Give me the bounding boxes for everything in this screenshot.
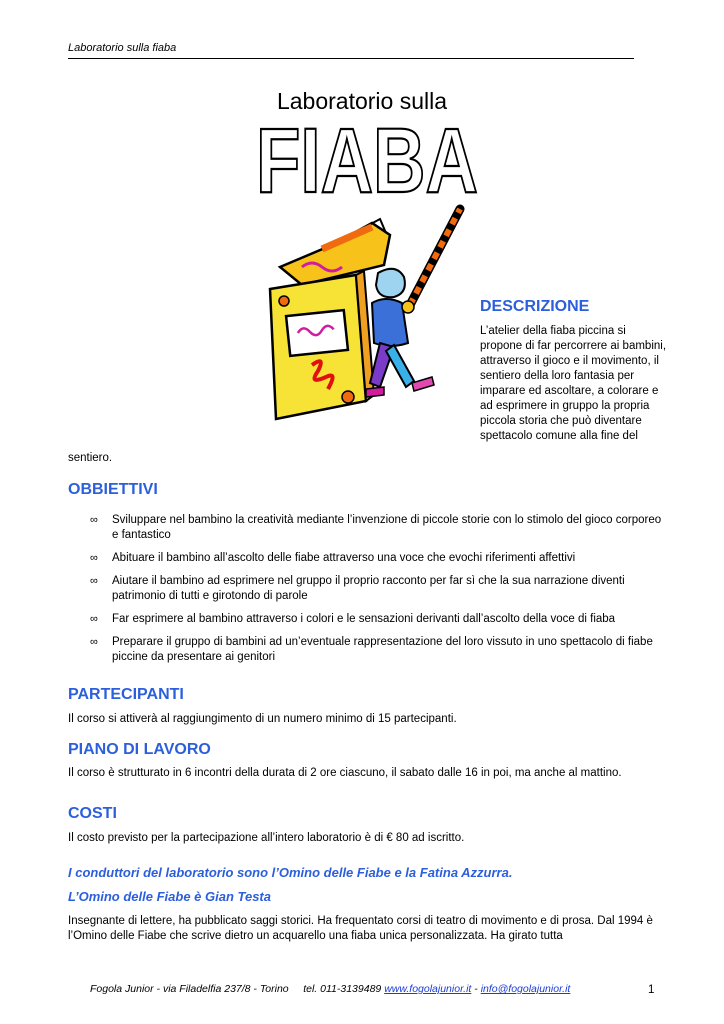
storybook-knight-illustration xyxy=(262,205,472,435)
partecipanti-heading: PARTECIPANTI xyxy=(68,686,184,703)
document-title-text: Laboratorio sulla xyxy=(276,88,448,114)
page-footer xyxy=(90,983,570,995)
conduttori-heading: I conduttori del laboratorio sono l’Omino delle Fiabe e la Fatina Azzurra. xyxy=(68,865,513,880)
header-divider xyxy=(68,58,634,59)
website-link[interactable]: www.fogolajunior.it xyxy=(384,983,472,995)
list-item-text: Preparare il gruppo di bambini ad un’eventuale rappresentazione del loro vissuto in uno spettacolo di fiabe piccine da presentare ai genitori xyxy=(112,636,653,663)
list-item-text: Sviluppare nel bambino la creatività mediante l’invenzione di piccole storie con lo stimolo del gioco corporeo e fantastico xyxy=(112,514,662,541)
infinity-bullet-icon: ∞ xyxy=(90,514,98,526)
email-link[interactable]: info@fogolajunior.it xyxy=(480,983,571,995)
running-header: Laboratorio sulla fiaba xyxy=(68,42,177,54)
footer-address: Fogola Junior - via Filadelfia 237/8 - Torino tel. 011-3139489 xyxy=(90,983,382,995)
list-item xyxy=(90,551,670,566)
obbiettivi-list xyxy=(90,513,670,673)
piano-di-lavoro-paragraph: Il corso è strutturato in 6 incontri della durata di 2 ore ciascuno, il sabato dalle 16 in poi, ma anche al mattino. xyxy=(68,767,622,779)
fiaba-outline-text: FIABA xyxy=(256,110,478,212)
list-item xyxy=(90,574,670,604)
infinity-bullet-icon: ∞ xyxy=(90,636,98,648)
infinity-bullet-icon: ∞ xyxy=(90,575,98,587)
descrizione-paragraph: L’atelier della fiaba piccina si propone di far percorrere ai bambini, attraverso il gioco e il movimento, il sentiero della loro fantasia per imparare ed ascoltare, a colorare e ad esprimere in gruppo la propria piccola storia che può diventare spettacolo comune alla fine del xyxy=(480,325,667,442)
list-item-text: Far esprimere al bambino attraverso i colori e le sensazioni derivanti dall’ascolto della voce di fiaba xyxy=(112,613,616,625)
infinity-bullet-icon: ∞ xyxy=(90,613,98,625)
page-number: 1 xyxy=(648,984,655,996)
infinity-bullet-icon: ∞ xyxy=(90,552,98,564)
list-item xyxy=(90,635,670,665)
list-item xyxy=(90,513,670,543)
fiaba-outline-title xyxy=(252,110,482,212)
descrizione-heading: DESCRIZIONE xyxy=(480,298,590,315)
descrizione-paragraph-end: sentiero. xyxy=(68,452,113,464)
obbiettivi-heading: OBBIETTIVI xyxy=(68,481,158,498)
omino-paragraph: Insegnante di lettere, ha pubblicato saggi storici. Ha frequentato corsi di teatro di movimento e di prosa. Dal 1994 è l’Omino delle Fiabe che scrive dietro un acquarello una fiaba unica personalizzata. Ha girato tutta xyxy=(68,915,653,942)
omino-heading: L’Omino delle Fiabe è Gian Testa xyxy=(68,889,271,904)
footer-separator: - xyxy=(471,983,481,995)
piano-di-lavoro-heading: PIANO DI LAVORO xyxy=(68,741,211,758)
costi-heading: COSTI xyxy=(68,805,117,822)
costi-paragraph: Il costo previsto per la partecipazione all’intero laboratorio è di € 80 ad iscritto. xyxy=(68,832,465,844)
list-item-text: Aiutare il bambino ad esprimere nel gruppo il proprio racconto per far sì che la sua narrazione diventi patrimonio di tutti e girotondo di parole xyxy=(112,575,625,602)
partecipanti-paragraph: Il corso si attiverà al raggiungimento di un numero minimo di 15 partecipanti. xyxy=(68,713,457,725)
list-item-text: Abituare il bambino all’ascolto delle fiabe attraverso una voce che evochi riferimenti affettivi xyxy=(112,552,576,564)
list-item xyxy=(90,612,670,627)
